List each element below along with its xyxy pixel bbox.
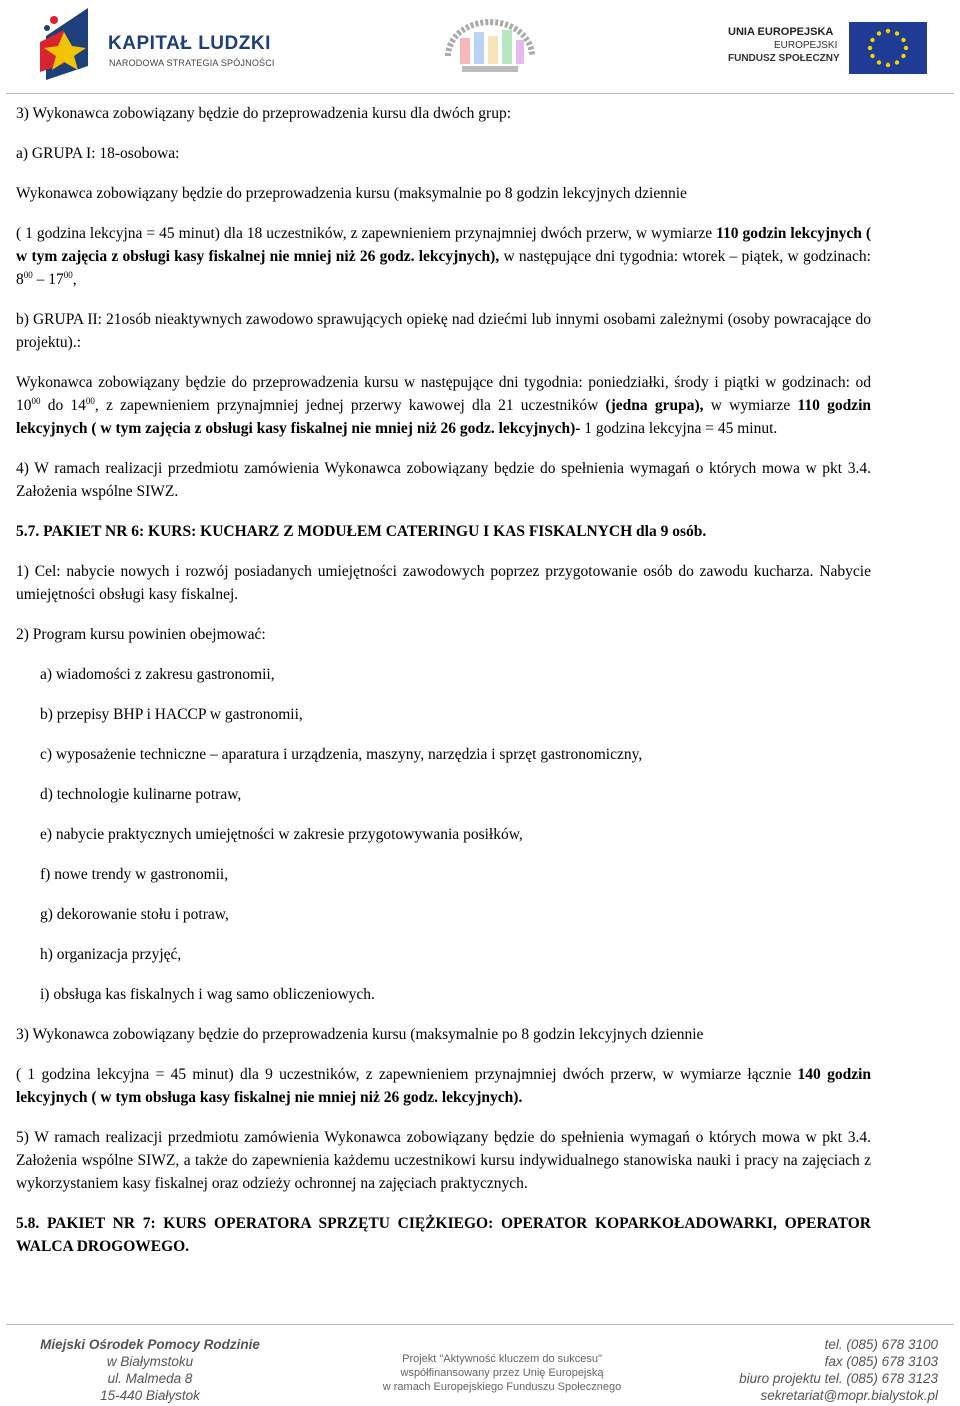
footer-address bbox=[34, 1336, 266, 1404]
footer-email[interactable]: sekretariat@mopr.bialystok.pl bbox=[760, 1388, 938, 1403]
document-body bbox=[16, 102, 871, 1258]
list-item: b) przepisy BHP i HACCP w gastronomii, bbox=[40, 706, 303, 723]
text-run: – 17 bbox=[32, 271, 64, 288]
paragraph-4-requirements: 4) W ramach realizacji przedmiotu zamówienia Wykonawca zobowiązany będzie do spełnienia wymagań o których mowa w pkt 3.4. Założenia wspólne SIWZ. bbox=[16, 460, 871, 500]
footer-project-phone: biuro projektu tel. (085) 678 3123 bbox=[739, 1371, 938, 1386]
footer-fax: fax (085) 678 3103 bbox=[824, 1354, 938, 1369]
mopr-emblem-icon bbox=[438, 12, 542, 76]
text-run: ( 1 godzina lekcyjna = 45 minut) dla 9 uczestników, z zapewnieniem przynajmniej dwóch przerw, w wymiarze łącznie bbox=[16, 1066, 798, 1083]
paragraph-group-1-desc: Wykonawca zobowiązany będzie do przeprowadzenia kursu (maksymalnie po 8 godzin lekcyjnych dziennie bbox=[16, 185, 687, 202]
footer-street: ul. Malmeda 8 bbox=[107, 1371, 193, 1386]
section-heading-5-8: 5.8. PAKIET NR 7: KURS OPERATORA SPRZĘTU CIĘŻKIEGO: OPERATOR KOPARKOŁADOWARKI, OPERATOR WALCA DROGOWEGO. bbox=[16, 1215, 871, 1255]
eu-text-block bbox=[728, 26, 840, 65]
eu-line-3: FUNDUSZ SPOŁECZNY bbox=[728, 53, 840, 64]
footer-project bbox=[352, 1352, 652, 1394]
kapital-ludzki-subtitle: NARODOWA STRATEGIA SPÓJNOŚCI bbox=[109, 58, 275, 68]
paragraph-goal: 1) Cel: nabycie nowych i rozwój posiadanych umiejętności zawodowych poprzez przygotowanie osób do zawodu kucharza. Nabycie umiejętności obsługi kasy fiskalnej. bbox=[16, 563, 871, 603]
header-divider bbox=[6, 93, 954, 94]
bold-group: (jedna grupa), bbox=[605, 397, 704, 414]
kapital-ludzki-logo-icon bbox=[38, 6, 98, 84]
paragraph-3-groups: 3) Wykonawca zobowiązany będzie do przeprowadzenia kursu dla dwóch grup: bbox=[16, 105, 512, 122]
footer-project-line: w ramach Europejskiego Funduszu Społecznego bbox=[382, 1381, 622, 1393]
text-run: w wymiarze bbox=[703, 397, 798, 414]
program-list bbox=[16, 663, 871, 1006]
list-item: h) organizacja przyjęć, bbox=[40, 946, 182, 963]
page-footer bbox=[0, 1330, 960, 1406]
text-run: 1 godzina lekcyjna = 45 minut. bbox=[580, 420, 778, 437]
paragraph-group-2-schedule bbox=[16, 371, 871, 440]
text-run: , z zapewnieniem przynajmniej jednej przerwy kawowej dla 21 uczestników bbox=[94, 397, 606, 414]
bold-hours: 110 godzin lekcyjnych ( w tym zajęcia z obsługi kasy fiskalnej nie mniej niż 26 godz. lekcyjnych), bbox=[16, 225, 871, 265]
list-item: i) obsługa kas fiskalnych i wag samo obliczeniowych. bbox=[40, 986, 375, 1003]
list-item: d) technologie kulinarne potraw, bbox=[40, 786, 242, 803]
eu-line-2: EUROPEJSKI bbox=[774, 40, 838, 51]
footer-city: w Białymstoku bbox=[106, 1354, 194, 1369]
superscript: 00 bbox=[85, 396, 95, 406]
text-run: ( 1 godzina lekcyjna = 45 minut) dla 18 uczestników, z zapewnieniem przynajmniej dwóch przerw, w wymiarze bbox=[16, 225, 717, 242]
list-item: c) wyposażenie techniczne – aparatura i urządzenia, maszyny, narzędzia i sprzęt gastronomiczny, bbox=[40, 746, 643, 763]
list-item: e) nabycie praktycznych umiejętności w zakresie przygotowywania posiłków, bbox=[40, 826, 523, 843]
kapital-ludzki-title: KAPITAŁ LUDZKI bbox=[108, 33, 271, 54]
footer-org-name: Miejski Ośrodek Pomocy Rodzinie bbox=[40, 1337, 260, 1352]
eu-line-1: UNIA EUROPEJSKA bbox=[728, 26, 834, 38]
bold-hours: 110 godzin lekcyjnych ( w tym zajęcia z obsługi kasy fiskalnej nie mniej niż 26 godz. lekcyjnych)- bbox=[16, 397, 871, 437]
superscript: 00 bbox=[63, 270, 73, 280]
list-item: a) wiadomości z zakresu gastronomii, bbox=[40, 666, 275, 683]
list-item: g) dekorowanie stołu i potraw, bbox=[40, 906, 229, 923]
footer-project-line: Projekt "Aktywność kluczem do sukcesu" bbox=[402, 1353, 602, 1365]
superscript: 00 bbox=[31, 396, 41, 406]
paragraph-group-1: a) GRUPA I: 18-osobowa: bbox=[16, 145, 180, 162]
footer-project-line: współfinansowany przez Unię Europejską bbox=[400, 1367, 604, 1379]
paragraph-5-requirements: 5) W ramach realizacji przedmiotu zamówienia Wykonawca zobowiązany będzie do spełnienia wymagań o których mowa w pkt 3.4. Założenia wspólne SIWZ, a także do zapewnienia każdemu uczestnikowi kursu indywidualnego stanowiska nauki i pracy na zajęciach z wykorzystaniem kasy fiskalnej oraz odzieży ochronnej na zajęciach praktycznych. bbox=[16, 1129, 871, 1192]
footer-postcode: 15-440 Białystok bbox=[100, 1388, 200, 1403]
text-run: w następujące dni tygodnia: wtorek – piątek, w godzinach: 8 bbox=[16, 248, 871, 288]
section-heading-5-7: 5.7. PAKIET NR 6: KURS: KUCHARZ Z MODUŁEM CATERINGU I KAS FISKALNYCH dla 9 osób. bbox=[16, 523, 707, 540]
footer-divider bbox=[6, 1324, 954, 1325]
paragraph-group-1-schedule bbox=[16, 222, 871, 291]
bold-hours: 140 godzin lekcyjnych ( w tym obsługa kasy fiskalnej nie mniej niż 26 godz. lekcyjnych). bbox=[16, 1066, 871, 1106]
footer-phone: tel. (085) 678 3100 bbox=[824, 1337, 938, 1352]
list-item: f) nowe trendy w gastronomii, bbox=[40, 866, 229, 883]
page-header bbox=[0, 0, 960, 94]
text-run: Wykonawca zobowiązany będzie do przeprowadzenia kursu w następujące dni tygodnia: poniedziałki, środy i piątki w godzinach: od 10 bbox=[16, 374, 871, 414]
footer-contact bbox=[690, 1336, 938, 1404]
superscript: 00 bbox=[23, 270, 33, 280]
paragraph-program: 2) Program kursu powinien obejmować: bbox=[16, 626, 266, 643]
paragraph-group-2: b) GRUPA II: 21osób nieaktywnych zawodowo sprawujących opiekę nad dziećmi lub innymi osobami zależnymi (osoby powracające do projektu).: bbox=[16, 311, 871, 351]
text-run: , bbox=[72, 271, 77, 288]
eu-flag-icon bbox=[849, 22, 927, 74]
paragraph-course-limit: 3) Wykonawca zobowiązany będzie do przeprowadzenia kursu (maksymalnie po 8 godzin lekcyjnych dziennie bbox=[16, 1026, 704, 1043]
paragraph-course-hours bbox=[16, 1063, 871, 1109]
text-run: do 14 bbox=[40, 397, 86, 414]
